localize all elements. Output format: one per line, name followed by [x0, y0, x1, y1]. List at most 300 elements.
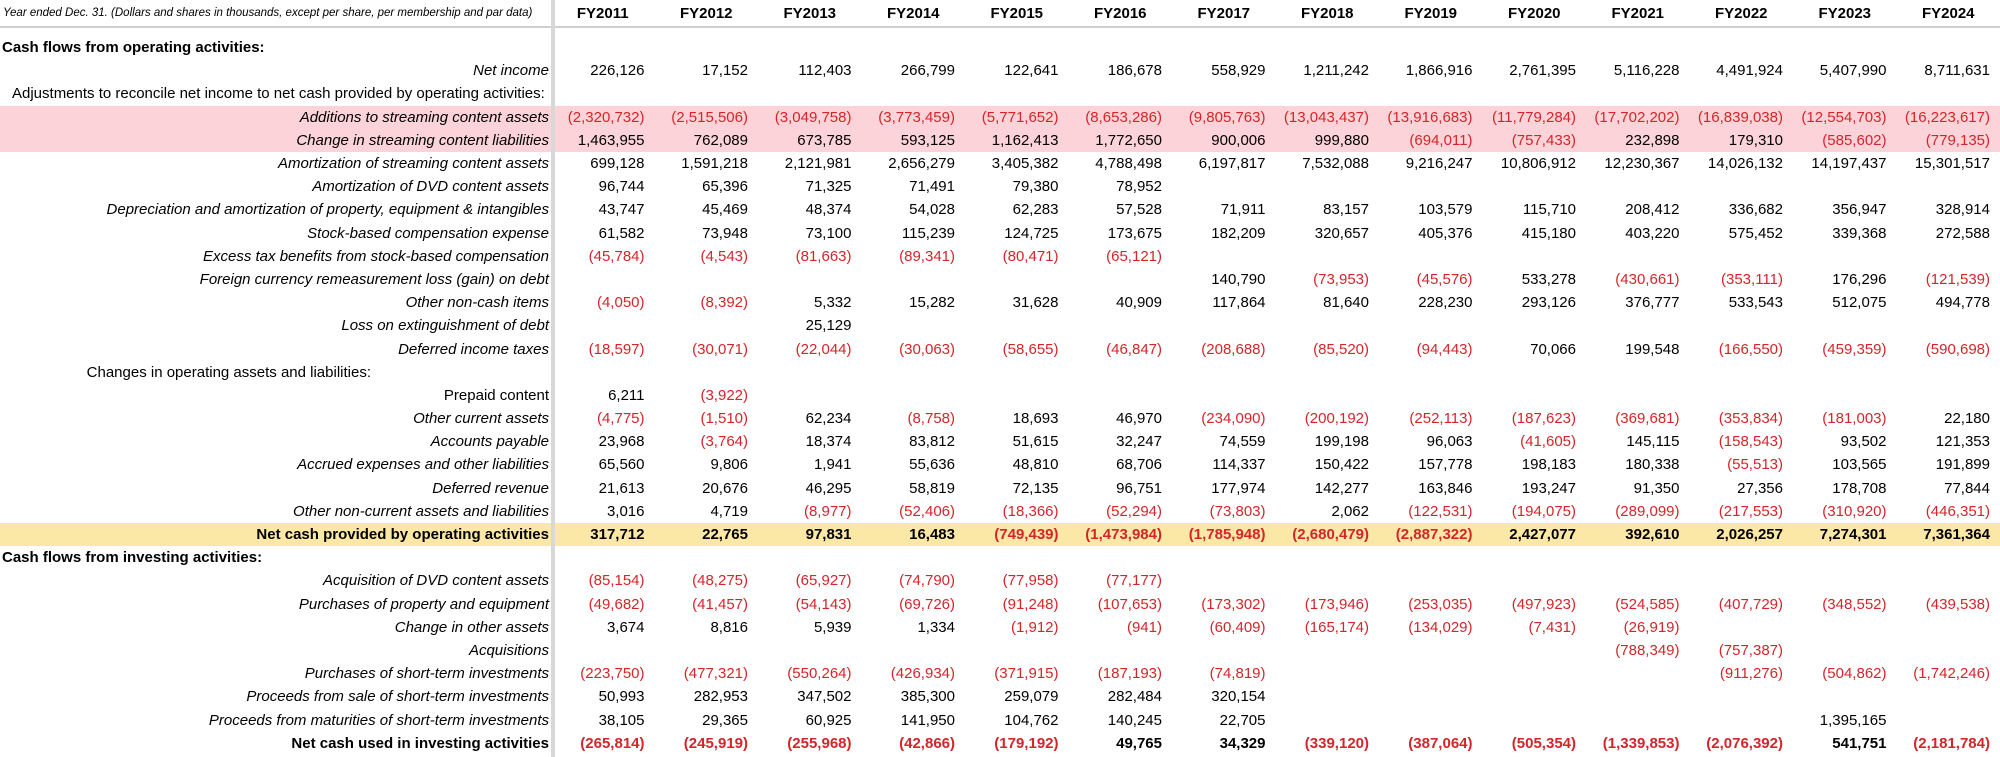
value-cell: 8,816	[710, 618, 748, 636]
value-cell: (18,366)	[1002, 502, 1059, 520]
value-cell: 140,790	[1211, 270, 1266, 288]
value-cell	[551, 82, 655, 105]
value-cell: (187,193)	[1097, 665, 1162, 683]
value-cell	[1379, 245, 1483, 268]
value-cell	[1172, 36, 1276, 59]
value-cell: 4,719	[710, 502, 748, 520]
table-row	[0, 36, 2000, 59]
value-cell: (18,597)	[588, 340, 645, 358]
value-cell	[1172, 314, 1276, 337]
value-cell	[1379, 685, 1483, 708]
year-header: FY2023	[1793, 0, 1897, 27]
value-cell: (165,174)	[1304, 618, 1369, 636]
value-cell	[1586, 384, 1690, 407]
value-cell: (16,223,617)	[1897, 106, 2000, 129]
value-cell	[1586, 361, 1690, 384]
value-cell	[1483, 82, 1587, 105]
value-cell: 58,819	[909, 479, 955, 497]
row-label: Foreign currency remeasurement loss (gain) on debt	[199, 270, 549, 288]
value-cell: 293,126	[1521, 294, 1576, 312]
value-cell: (369,681)	[1615, 410, 1680, 428]
value-cell: (550,264)	[787, 665, 852, 683]
value-cell: 186,678	[1107, 62, 1162, 80]
value-cell	[758, 639, 862, 662]
value-cell: (49,682)	[588, 595, 645, 613]
value-cell	[1793, 639, 1897, 662]
value-cell	[1379, 569, 1483, 592]
value-cell	[965, 314, 1069, 337]
value-cell	[1379, 314, 1483, 337]
value-cell	[1379, 175, 1483, 198]
value-cell: 83,157	[1323, 201, 1369, 219]
value-cell: 1,591,218	[681, 155, 748, 173]
value-cell: (1,785,948)	[1172, 523, 1276, 546]
value-cell	[1069, 268, 1173, 291]
value-cell: (42,866)	[899, 734, 955, 752]
table-row	[0, 361, 2000, 384]
row-label: Depreciation and amortization of property, equipment & intangibles	[106, 201, 549, 219]
value-cell: 575,452	[1728, 224, 1783, 242]
value-cell: (757,387)	[1718, 641, 1783, 659]
value-cell: 60,925	[805, 711, 852, 729]
value-cell	[1483, 639, 1587, 662]
value-cell: 533,278	[1521, 270, 1576, 288]
value-cell: 18,374	[805, 433, 852, 451]
value-cell: 266,799	[900, 62, 955, 80]
header-note: Year ended Dec. 31. (Dollars and shares in thousands, except per share, per membership and par data)	[0, 0, 551, 27]
row-label: Prepaid content	[443, 386, 549, 404]
row-label: Purchases of short-term investments	[304, 665, 549, 683]
value-cell: 999,880	[1276, 129, 1380, 152]
value-cell: (107,653)	[1097, 595, 1162, 613]
value-cell	[862, 639, 966, 662]
value-cell: (65,121)	[1106, 247, 1162, 265]
value-cell: 193,247	[1521, 479, 1576, 497]
value-cell: (694,011)	[1379, 129, 1483, 152]
year-header: FY2017	[1172, 0, 1276, 27]
value-cell: (505,354)	[1511, 734, 1576, 752]
value-cell: 57,528	[1116, 201, 1162, 219]
value-cell	[1483, 314, 1587, 337]
value-cell	[1483, 245, 1587, 268]
value-cell	[1690, 685, 1794, 708]
value-cell	[1690, 82, 1794, 105]
value-cell: (46,847)	[1106, 340, 1162, 358]
value-cell: 900,006	[1172, 129, 1276, 152]
year-header: FY2018	[1276, 0, 1380, 27]
table-row	[0, 430, 2000, 453]
value-cell: 699,128	[590, 155, 645, 173]
value-cell: 1,395,165	[1819, 711, 1887, 729]
row-label: Stock-based compensation expense	[307, 224, 549, 242]
value-cell: (17,702,202)	[1586, 106, 1690, 129]
value-cell	[1690, 361, 1794, 384]
value-cell: (3,049,758)	[758, 106, 862, 129]
value-cell: 96,751	[1116, 479, 1162, 497]
value-cell: (122,531)	[1408, 502, 1473, 520]
value-cell: 14,197,437	[1811, 155, 1887, 173]
value-cell	[1897, 36, 2000, 59]
value-cell: (4,050)	[596, 294, 645, 312]
value-cell	[1897, 361, 2000, 384]
value-cell: (48,275)	[692, 572, 748, 590]
value-cell	[1483, 384, 1587, 407]
value-cell	[758, 36, 862, 59]
value-cell	[862, 361, 966, 384]
value-cell: 15,301,517	[1914, 155, 1990, 173]
year-header: FY2021	[1586, 0, 1690, 27]
value-cell: (187,623)	[1511, 410, 1576, 428]
value-cell: 208,412	[1625, 201, 1680, 219]
row-label: Excess tax benefits from stock-based compensation	[203, 247, 549, 265]
value-cell: 356,947	[1832, 201, 1887, 219]
value-cell: (200,192)	[1304, 410, 1369, 428]
value-cell: (1,742,246)	[1913, 665, 1990, 683]
value-cell: 51,615	[1012, 433, 1059, 451]
value-cell: (12,554,703)	[1793, 106, 1897, 129]
value-cell: 405,376	[1418, 224, 1473, 242]
value-cell: 2,121,981	[784, 155, 852, 173]
value-cell	[1483, 685, 1587, 708]
value-cell: 55,636	[909, 456, 955, 474]
value-cell	[1483, 546, 1587, 569]
value-cell	[1276, 36, 1380, 59]
value-cell	[965, 361, 1069, 384]
value-cell: (265,814)	[580, 734, 645, 752]
value-cell	[1690, 314, 1794, 337]
value-cell	[1586, 175, 1690, 198]
table-row	[0, 685, 2000, 708]
value-cell	[1172, 82, 1276, 105]
table-row	[0, 152, 2000, 175]
value-cell: 72,135	[1012, 479, 1059, 497]
value-cell: (85,154)	[588, 572, 645, 590]
value-cell: (2,680,479)	[1276, 523, 1380, 546]
row-label: Acquisition of DVD content assets	[323, 572, 549, 590]
value-cell	[1069, 384, 1173, 407]
value-cell: 16,483	[862, 523, 966, 546]
value-cell: 180,338	[1625, 456, 1680, 474]
value-cell: (217,553)	[1718, 502, 1783, 520]
row-label: Additions to streaming content assets	[0, 106, 551, 129]
value-cell	[1069, 361, 1173, 384]
value-cell: 117,864	[1212, 294, 1266, 312]
value-cell: (497,923)	[1511, 595, 1576, 613]
value-cell: (749,439)	[965, 523, 1069, 546]
value-cell: 22,180	[1944, 410, 1990, 428]
value-cell	[758, 384, 862, 407]
year-header: FY2022	[1690, 0, 1794, 27]
value-cell: 103,579	[1418, 201, 1473, 219]
value-cell: 96,063	[1426, 433, 1473, 451]
value-cell: 339,368	[1832, 224, 1887, 242]
value-cell	[965, 384, 1069, 407]
value-cell	[655, 314, 759, 337]
value-cell	[862, 314, 966, 337]
value-cell	[1690, 708, 1794, 731]
value-cell: 71,911	[1220, 201, 1266, 219]
value-cell: (94,443)	[1416, 340, 1473, 358]
value-cell: (1,510)	[700, 410, 748, 428]
value-cell	[758, 361, 862, 384]
value-cell: 38,105	[598, 711, 645, 729]
value-cell: 50,993	[598, 688, 645, 706]
value-cell: (2,076,392)	[1706, 734, 1783, 752]
value-cell: (253,035)	[1408, 595, 1473, 613]
value-cell: (80,471)	[1002, 247, 1059, 265]
value-cell: 29,365	[702, 711, 748, 729]
value-cell: 320,154	[1211, 688, 1266, 706]
value-cell	[1276, 708, 1380, 731]
value-cell: 7,361,364	[1897, 523, 2000, 546]
value-cell: 1,334	[917, 618, 955, 636]
year-header: FY2016	[1069, 0, 1173, 27]
row-label: Accounts payable	[430, 433, 549, 451]
value-cell: 21,613	[598, 479, 645, 497]
value-cell: 403,220	[1625, 224, 1680, 242]
value-cell: 140,245	[1107, 711, 1162, 729]
value-cell: 17,152	[702, 62, 748, 80]
value-cell	[1586, 36, 1690, 59]
value-cell	[1690, 384, 1794, 407]
value-cell	[655, 82, 759, 105]
value-cell: 46,295	[805, 479, 852, 497]
table-row	[0, 245, 2000, 268]
value-cell: (1,339,853)	[1602, 734, 1680, 752]
year-header: FY2011	[551, 0, 655, 27]
value-cell: (371,915)	[994, 665, 1059, 683]
row-label: Other current assets	[413, 410, 549, 428]
value-cell	[1690, 546, 1794, 569]
value-cell	[1379, 546, 1483, 569]
value-cell	[1172, 546, 1276, 569]
table-row	[0, 639, 2000, 662]
value-cell: 259,079	[1004, 688, 1059, 706]
value-cell: 73,948	[702, 224, 748, 242]
value-cell: 91,350	[1633, 479, 1680, 497]
value-cell	[862, 268, 966, 291]
table-row	[0, 222, 2000, 245]
value-cell: 114,337	[1212, 456, 1266, 474]
value-cell	[551, 314, 655, 337]
value-cell: 12,230,367	[1604, 155, 1680, 173]
row-label: Deferred income taxes	[398, 340, 549, 358]
value-cell	[1586, 546, 1690, 569]
value-cell: 317,712	[551, 523, 655, 546]
value-cell	[1379, 82, 1483, 105]
value-cell	[1276, 569, 1380, 592]
value-cell: 121,353	[1935, 433, 1990, 451]
value-cell	[1897, 314, 2000, 337]
value-cell: (439,538)	[1925, 595, 1990, 613]
value-cell: (208,688)	[1201, 340, 1266, 358]
value-cell	[1172, 245, 1276, 268]
table-row	[0, 175, 2000, 198]
value-cell: 392,610	[1586, 523, 1690, 546]
row-label: Deferred revenue	[432, 479, 549, 497]
value-cell	[1690, 616, 1794, 639]
value-cell: 2,062	[1331, 502, 1369, 520]
value-cell: 558,929	[1211, 62, 1266, 80]
column-divider	[551, 0, 555, 757]
row-label: Change in streaming content liabilities	[0, 129, 551, 152]
value-cell	[1793, 384, 1897, 407]
value-cell: 541,751	[1832, 734, 1887, 752]
value-cell: 74,559	[1219, 433, 1266, 451]
value-cell: (788,349)	[1615, 641, 1680, 659]
value-cell: (255,968)	[787, 734, 852, 752]
value-cell: (585,602)	[1793, 129, 1897, 152]
value-cell: 93,502	[1840, 433, 1887, 451]
value-cell: 2,427,077	[1483, 523, 1587, 546]
value-cell: (2,515,506)	[655, 106, 759, 129]
value-cell: 673,785	[758, 129, 862, 152]
value-cell: 15,282	[909, 294, 955, 312]
value-cell: (3,764)	[700, 433, 748, 451]
table-row	[0, 337, 2000, 360]
value-cell	[758, 546, 862, 569]
value-cell: (1,912)	[1010, 618, 1059, 636]
value-cell	[1897, 639, 2000, 662]
row-label: Other non-current assets and liabilities	[293, 502, 549, 520]
row-label: Adjustments to reconcile net income to net cash provided by operating activities:	[12, 85, 545, 103]
value-cell: 1,772,650	[1069, 129, 1173, 152]
value-cell	[758, 268, 862, 291]
value-cell: (179,192)	[994, 734, 1059, 752]
table-row	[0, 546, 2000, 569]
table-row	[0, 407, 2000, 430]
table-row	[0, 593, 2000, 616]
value-cell: (73,953)	[1313, 270, 1369, 288]
value-cell: (166,550)	[1718, 340, 1783, 358]
value-cell: 179,310	[1690, 129, 1794, 152]
value-cell: 6,211	[608, 386, 645, 404]
value-cell: 328,914	[1935, 201, 1990, 219]
value-cell: 62,283	[1012, 201, 1059, 219]
row-label: Other non-cash items	[405, 294, 549, 312]
value-cell: 1,211,242	[1303, 62, 1369, 80]
row-label: Net cash used in investing activities	[291, 734, 549, 752]
row-label: Purchases of property and equipment	[298, 595, 549, 613]
value-cell	[551, 361, 655, 384]
value-cell	[1379, 361, 1483, 384]
value-cell	[1069, 82, 1173, 105]
value-cell: 145,115	[1626, 433, 1680, 451]
value-cell	[655, 546, 759, 569]
value-cell: (310,920)	[1822, 502, 1887, 520]
value-cell: 43,747	[598, 201, 645, 219]
row-label: Change in other assets	[394, 618, 549, 636]
value-cell: (941)	[1126, 618, 1162, 636]
row-label: Cash flows from operating activities:	[2, 39, 265, 57]
value-cell	[1172, 175, 1276, 198]
value-cell	[1276, 245, 1380, 268]
value-cell: (52,294)	[1106, 502, 1162, 520]
value-cell: (446,351)	[1925, 502, 1990, 520]
year-header: FY2014	[862, 0, 966, 27]
year-header: FY2020	[1483, 0, 1587, 27]
value-cell: 77,844	[1944, 479, 1990, 497]
value-cell: 103,565	[1832, 456, 1887, 474]
value-cell: (58,655)	[1002, 340, 1059, 358]
value-cell: 5,939	[813, 618, 852, 636]
value-cell: (8,653,286)	[1069, 106, 1173, 129]
value-cell: 48,810	[1012, 456, 1059, 474]
row-label: Amortization of streaming content assets	[278, 155, 549, 173]
value-cell: 104,762	[1004, 711, 1059, 729]
value-cell: (387,064)	[1408, 734, 1473, 752]
value-cell	[1276, 82, 1380, 105]
value-cell: (45,784)	[588, 247, 645, 265]
value-cell: 191,899	[1935, 456, 1990, 474]
value-cell: 157,778	[1418, 456, 1473, 474]
table-row	[0, 662, 2000, 685]
value-cell: (477,321)	[683, 665, 748, 683]
value-cell: (134,029)	[1408, 618, 1473, 636]
value-cell	[1379, 639, 1483, 662]
value-cell: 124,725	[1004, 224, 1059, 242]
value-cell	[1276, 662, 1380, 685]
value-cell	[1586, 708, 1690, 731]
value-cell	[1897, 708, 2000, 731]
value-cell: 68,706	[1116, 456, 1162, 474]
value-cell: 232,898	[1586, 129, 1690, 152]
value-cell: 5,407,990	[1819, 62, 1887, 80]
value-cell	[655, 361, 759, 384]
row-label: Proceeds from sale of short-term investments	[246, 688, 549, 706]
value-cell: (69,726)	[899, 595, 955, 613]
table-row	[0, 59, 2000, 82]
value-cell: (60,409)	[1209, 618, 1266, 636]
value-cell: 10,806,912	[1500, 155, 1576, 173]
value-cell: (779,135)	[1897, 129, 2000, 152]
value-cell: 54,028	[909, 201, 955, 219]
value-cell: 6,197,817	[1198, 155, 1266, 173]
value-cell	[1897, 569, 2000, 592]
value-cell: 25,129	[805, 317, 852, 335]
value-cell	[1897, 546, 2000, 569]
value-cell: 49,765	[1116, 734, 1162, 752]
value-cell: 5,332	[813, 294, 852, 312]
value-cell	[1897, 616, 2000, 639]
value-cell: (911,276)	[1719, 665, 1783, 683]
value-cell: 115,710	[1522, 201, 1576, 219]
value-cell	[1172, 569, 1276, 592]
table-row	[0, 314, 2000, 337]
value-cell: (41,457)	[692, 595, 748, 613]
value-cell: 415,180	[1521, 224, 1576, 242]
value-cell: 199,198	[1314, 433, 1369, 451]
value-cell: 1,941	[813, 456, 852, 474]
value-cell: 22,705	[1219, 711, 1266, 729]
value-cell: 40,909	[1116, 294, 1162, 312]
value-cell: (41,605)	[1520, 433, 1576, 451]
value-cell: (52,406)	[899, 502, 955, 520]
value-cell: 34,329	[1219, 734, 1266, 752]
value-cell	[1276, 685, 1380, 708]
value-cell	[1172, 384, 1276, 407]
value-cell	[1276, 384, 1380, 407]
value-cell	[1586, 569, 1690, 592]
row-label: Cash flows from investing activities:	[2, 549, 263, 567]
value-cell	[1276, 546, 1380, 569]
value-cell	[1690, 175, 1794, 198]
value-cell	[1793, 569, 1897, 592]
year-header: FY2013	[758, 0, 862, 27]
value-cell: 1,162,413	[965, 129, 1069, 152]
value-cell	[1897, 175, 2000, 198]
value-cell: 112,403	[798, 62, 852, 80]
